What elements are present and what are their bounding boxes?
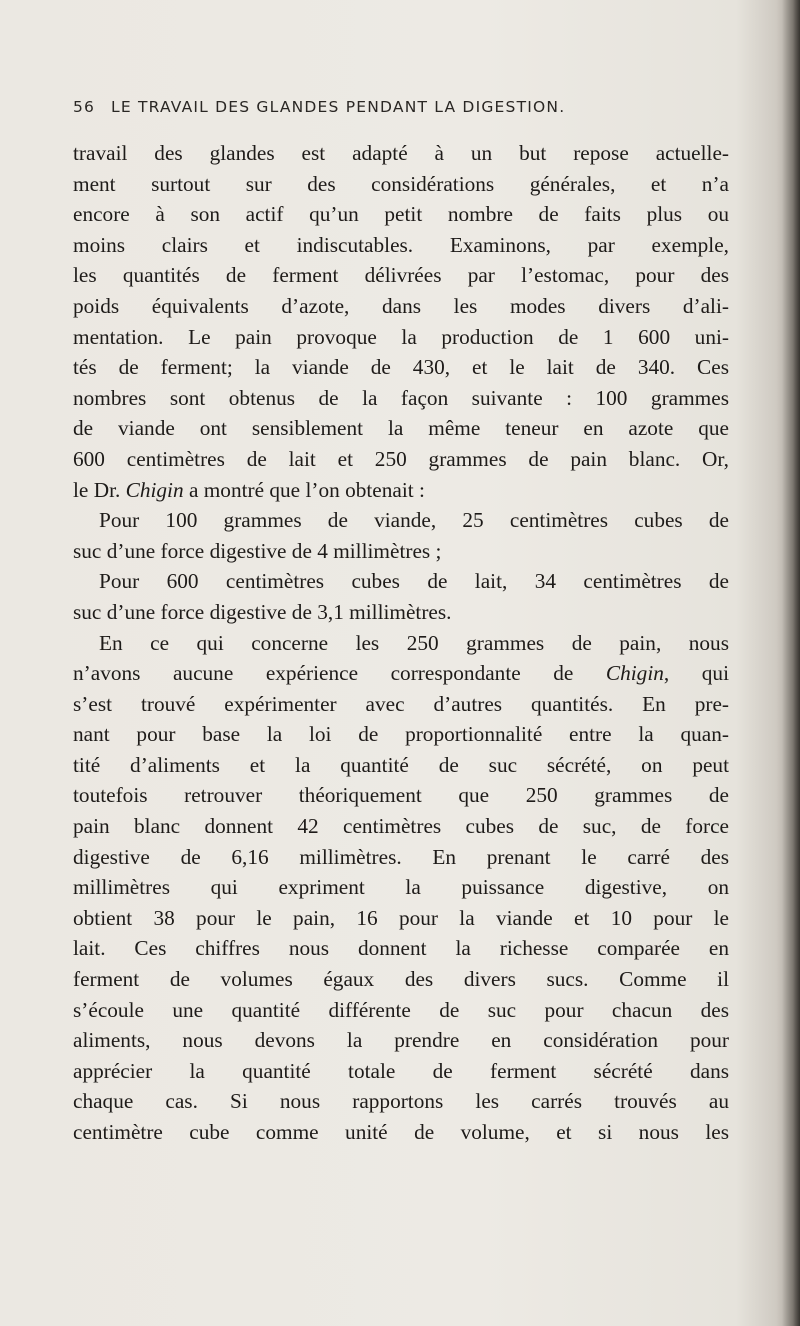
text-line: s’est trouvé expérimenter avec d’autres quantités. En pre- xyxy=(73,691,729,716)
text-line: de viande ont sensiblement la même teneur en azote que xyxy=(73,416,729,441)
text-line: En ce qui concerne les 250 grammes de pain, nous xyxy=(99,630,729,655)
text-line: suc d’une force digestive de 3,1 millimètres. xyxy=(73,599,452,624)
text-line: obtient 38 pour le pain, 16 pour la viande et 10 pour le xyxy=(73,905,729,930)
text-line: tés de ferment; la viande de 430, et le lait de 340. Ces xyxy=(73,355,729,380)
page-edge-shadow xyxy=(782,0,800,1326)
running-title: LE TRAVAIL DES GLANDES PENDANT LA DIGESTION. xyxy=(111,98,566,116)
text-line: moins clairs et indiscutables. Examinons, par exemple, xyxy=(73,232,729,257)
text-line: les quantités de ferment délivrées par l’estomac, pour des xyxy=(73,263,729,288)
text-line: travail des glandes est adapté à un but repose actuelle- xyxy=(73,141,729,165)
text-line: digestive de 6,16 millimètres. En prenant le carré des xyxy=(73,844,729,869)
text-line: poids équivalents d’azote, dans les modes divers d’ali- xyxy=(73,293,729,318)
text-line: lait. Ces chiffres nous donnent la richesse comparée en xyxy=(73,936,729,961)
page-number: 56 xyxy=(73,98,96,116)
text-line: centimètre cube comme unité de volume, et si nous les xyxy=(73,1120,729,1144)
text-line: nant pour base la loi de proportionnalité entre la quan- xyxy=(73,722,729,747)
text-fragment: n’avons aucune expérience correspondante de xyxy=(73,661,606,686)
text-line: pain blanc donnent 42 centimètres cubes de suc, de force xyxy=(73,814,729,839)
text-line: encore à son actif qu’un petit nombre de faits plus ou xyxy=(73,202,729,227)
text-line: chaque cas. Si nous rapportons les carrés trouvés au xyxy=(73,1089,729,1114)
running-header xyxy=(73,98,713,116)
text-line xyxy=(73,475,729,506)
text-line: Pour 100 grammes de viande, 25 centimètres cubes de xyxy=(99,508,729,533)
text-line: 600 centimètres de lait et 250 grammes de pain blanc. Or, xyxy=(73,446,729,471)
author-name: Chigin xyxy=(605,661,664,686)
text-line: apprécier la quantité totale de ferment sécrété dans xyxy=(73,1058,729,1083)
text-line: ment surtout sur des considérations générales, et n’a xyxy=(73,171,729,196)
text-fragment: a montré que l’on obtenait : xyxy=(183,477,425,502)
text-line: tité d’aliments et la quantité de suc sécrété, on peut xyxy=(73,752,729,777)
text-line: nombres sont obtenus de la façon suivante : 100 grammes xyxy=(73,385,729,410)
text-line: suc d’une force digestive de 4 millimètres ; xyxy=(73,538,442,563)
author-name: Chigin xyxy=(125,477,184,502)
text-fragment: , qui xyxy=(663,661,729,686)
text-line: ferment de volumes égaux des divers sucs. Comme il xyxy=(73,967,729,992)
body-text xyxy=(73,138,729,1148)
text-line: mentation. Le pain provoque la production de 1 600 uni- xyxy=(73,324,729,349)
text-fragment: le Dr. xyxy=(73,477,126,502)
text-line: Pour 600 centimètres cubes de lait, 34 centimètres de xyxy=(99,569,729,594)
text-line: aliments, nous devons la prendre en considération pour xyxy=(73,1028,729,1053)
text-line: s’écoule une quantité différente de suc pour chacun des xyxy=(73,997,729,1022)
text-line xyxy=(73,658,729,689)
text-line: millimètres qui expriment la puissance digestive, on xyxy=(73,875,729,900)
text-line: toutefois retrouver théoriquement que 250 grammes de xyxy=(73,783,729,808)
